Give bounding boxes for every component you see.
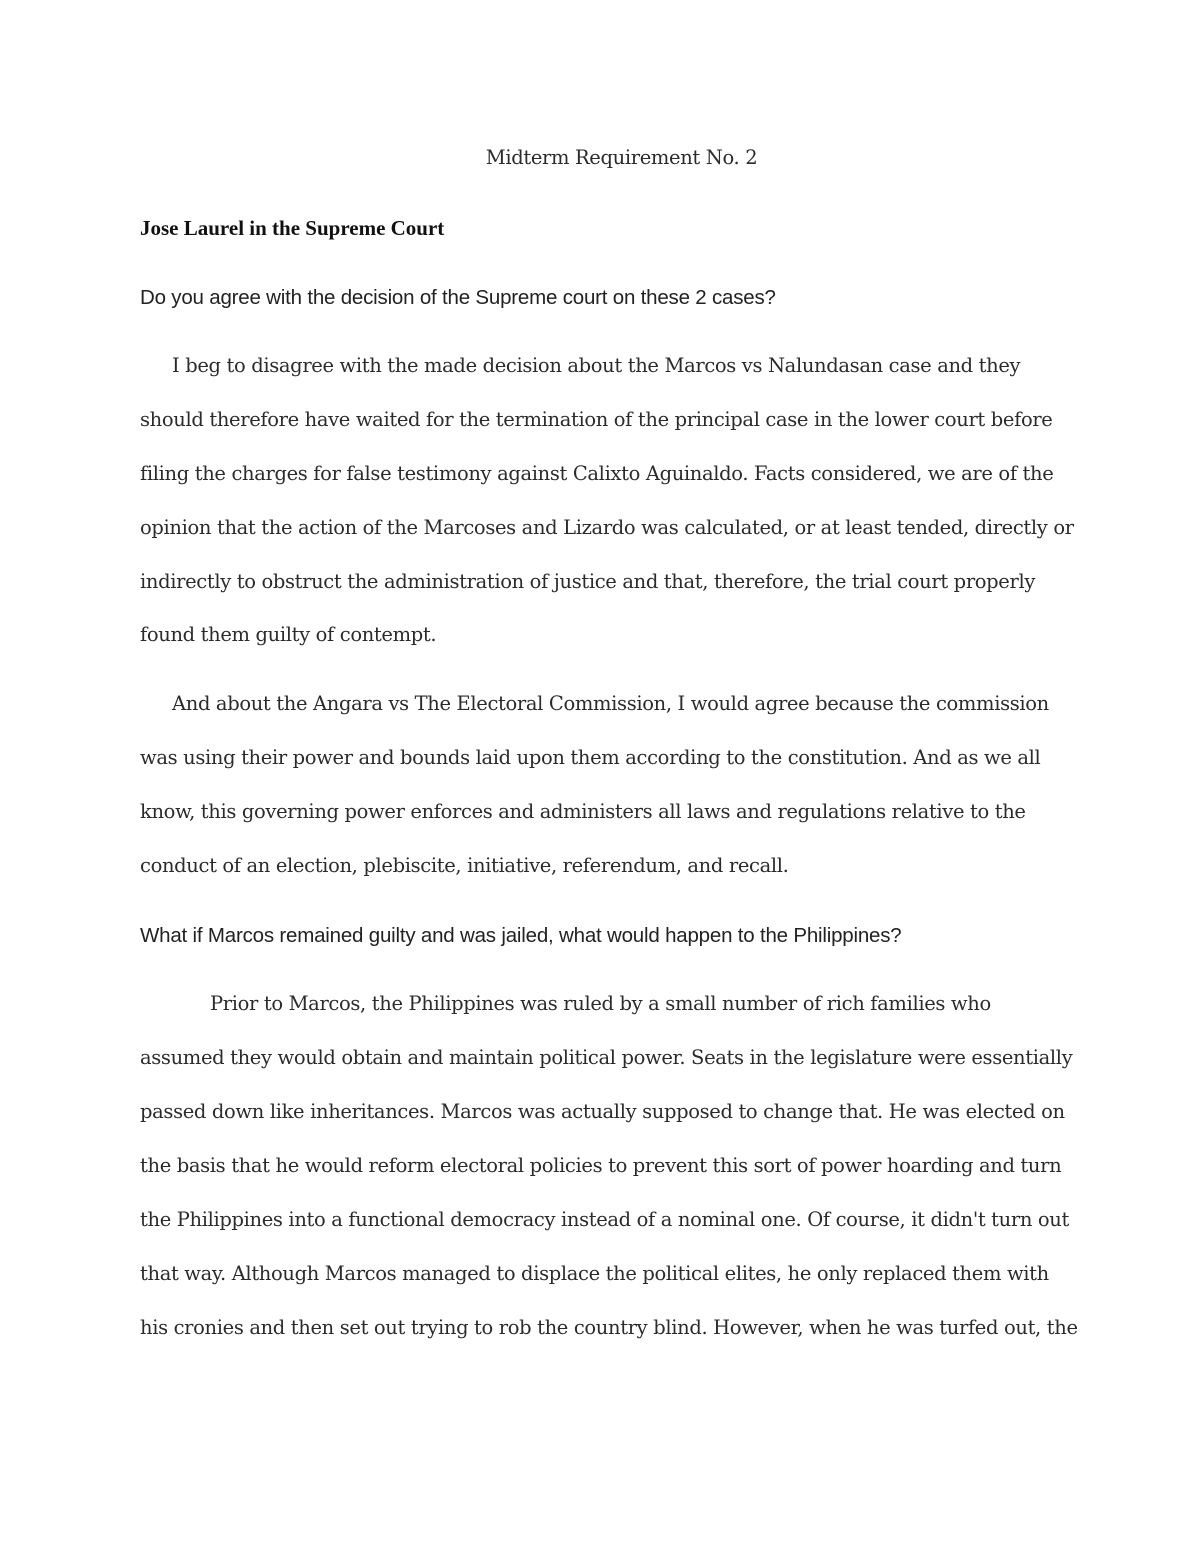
paragraph-line: I beg to disagree with the made decision about the Marcos vs Nalundasan case and they [172,354,1021,377]
paragraph-line: should therefore have waited for the termination of the principal case in the lower court before [140,408,1053,431]
paragraph-line: was using their power and bounds laid upon them according to the constitution. And as we all [140,746,1041,769]
paragraph-line: found them guilty of contempt. [140,623,437,646]
paragraph-line: know, this governing power enforces and administers all laws and regulations relative to the [140,800,1026,823]
paragraph-line: the basis that he would reform electoral policies to prevent this sort of power hoarding and turn [140,1154,1062,1177]
document-title: Midterm Requirement No. 2 [485,146,758,169]
paragraph-line: indirectly to obstruct the administration of justice and that, therefore, the trial court properly [140,570,1036,593]
paragraph-line: the Philippines into a functional democracy instead of a nominal one. Of course, it didn't turn out [140,1208,1069,1231]
paragraph-line: that way. Although Marcos managed to displace the political elites, he only replaced them with [140,1262,1049,1285]
paragraph-line: conduct of an election, plebiscite, initiative, referendum, and recall. [140,854,789,877]
question-1: Do you agree with the decision of the Supreme court on these 2 cases? [140,286,776,309]
paragraph-line: passed down like inheritances. Marcos was actually supposed to change that. He was elected on [140,1100,1065,1123]
paragraph-line: Prior to Marcos, the Philippines was ruled by a small number of rich families who [210,992,991,1015]
paragraph-line: And about the Angara vs The Electoral Commission, I would agree because the commission [172,692,1049,715]
section-heading: Jose Laurel in the Supreme Court [140,216,445,240]
paragraph-line: assumed they would obtain and maintain political power. Seats in the legislature were essentially [140,1046,1073,1069]
paragraph-line: his cronies and then set out trying to rob the country blind. However, when he was turfed out, the [140,1316,1078,1339]
paragraph-line: filing the charges for false testimony against Calixto Aguinaldo. Facts considered, we are of the [140,462,1054,485]
paragraph-line: opinion that the action of the Marcoses and Lizardo was calculated, or at least tended, directly or [140,516,1074,539]
question-2: What if Marcos remained guilty and was jailed, what would happen to the Philippines? [140,924,902,947]
